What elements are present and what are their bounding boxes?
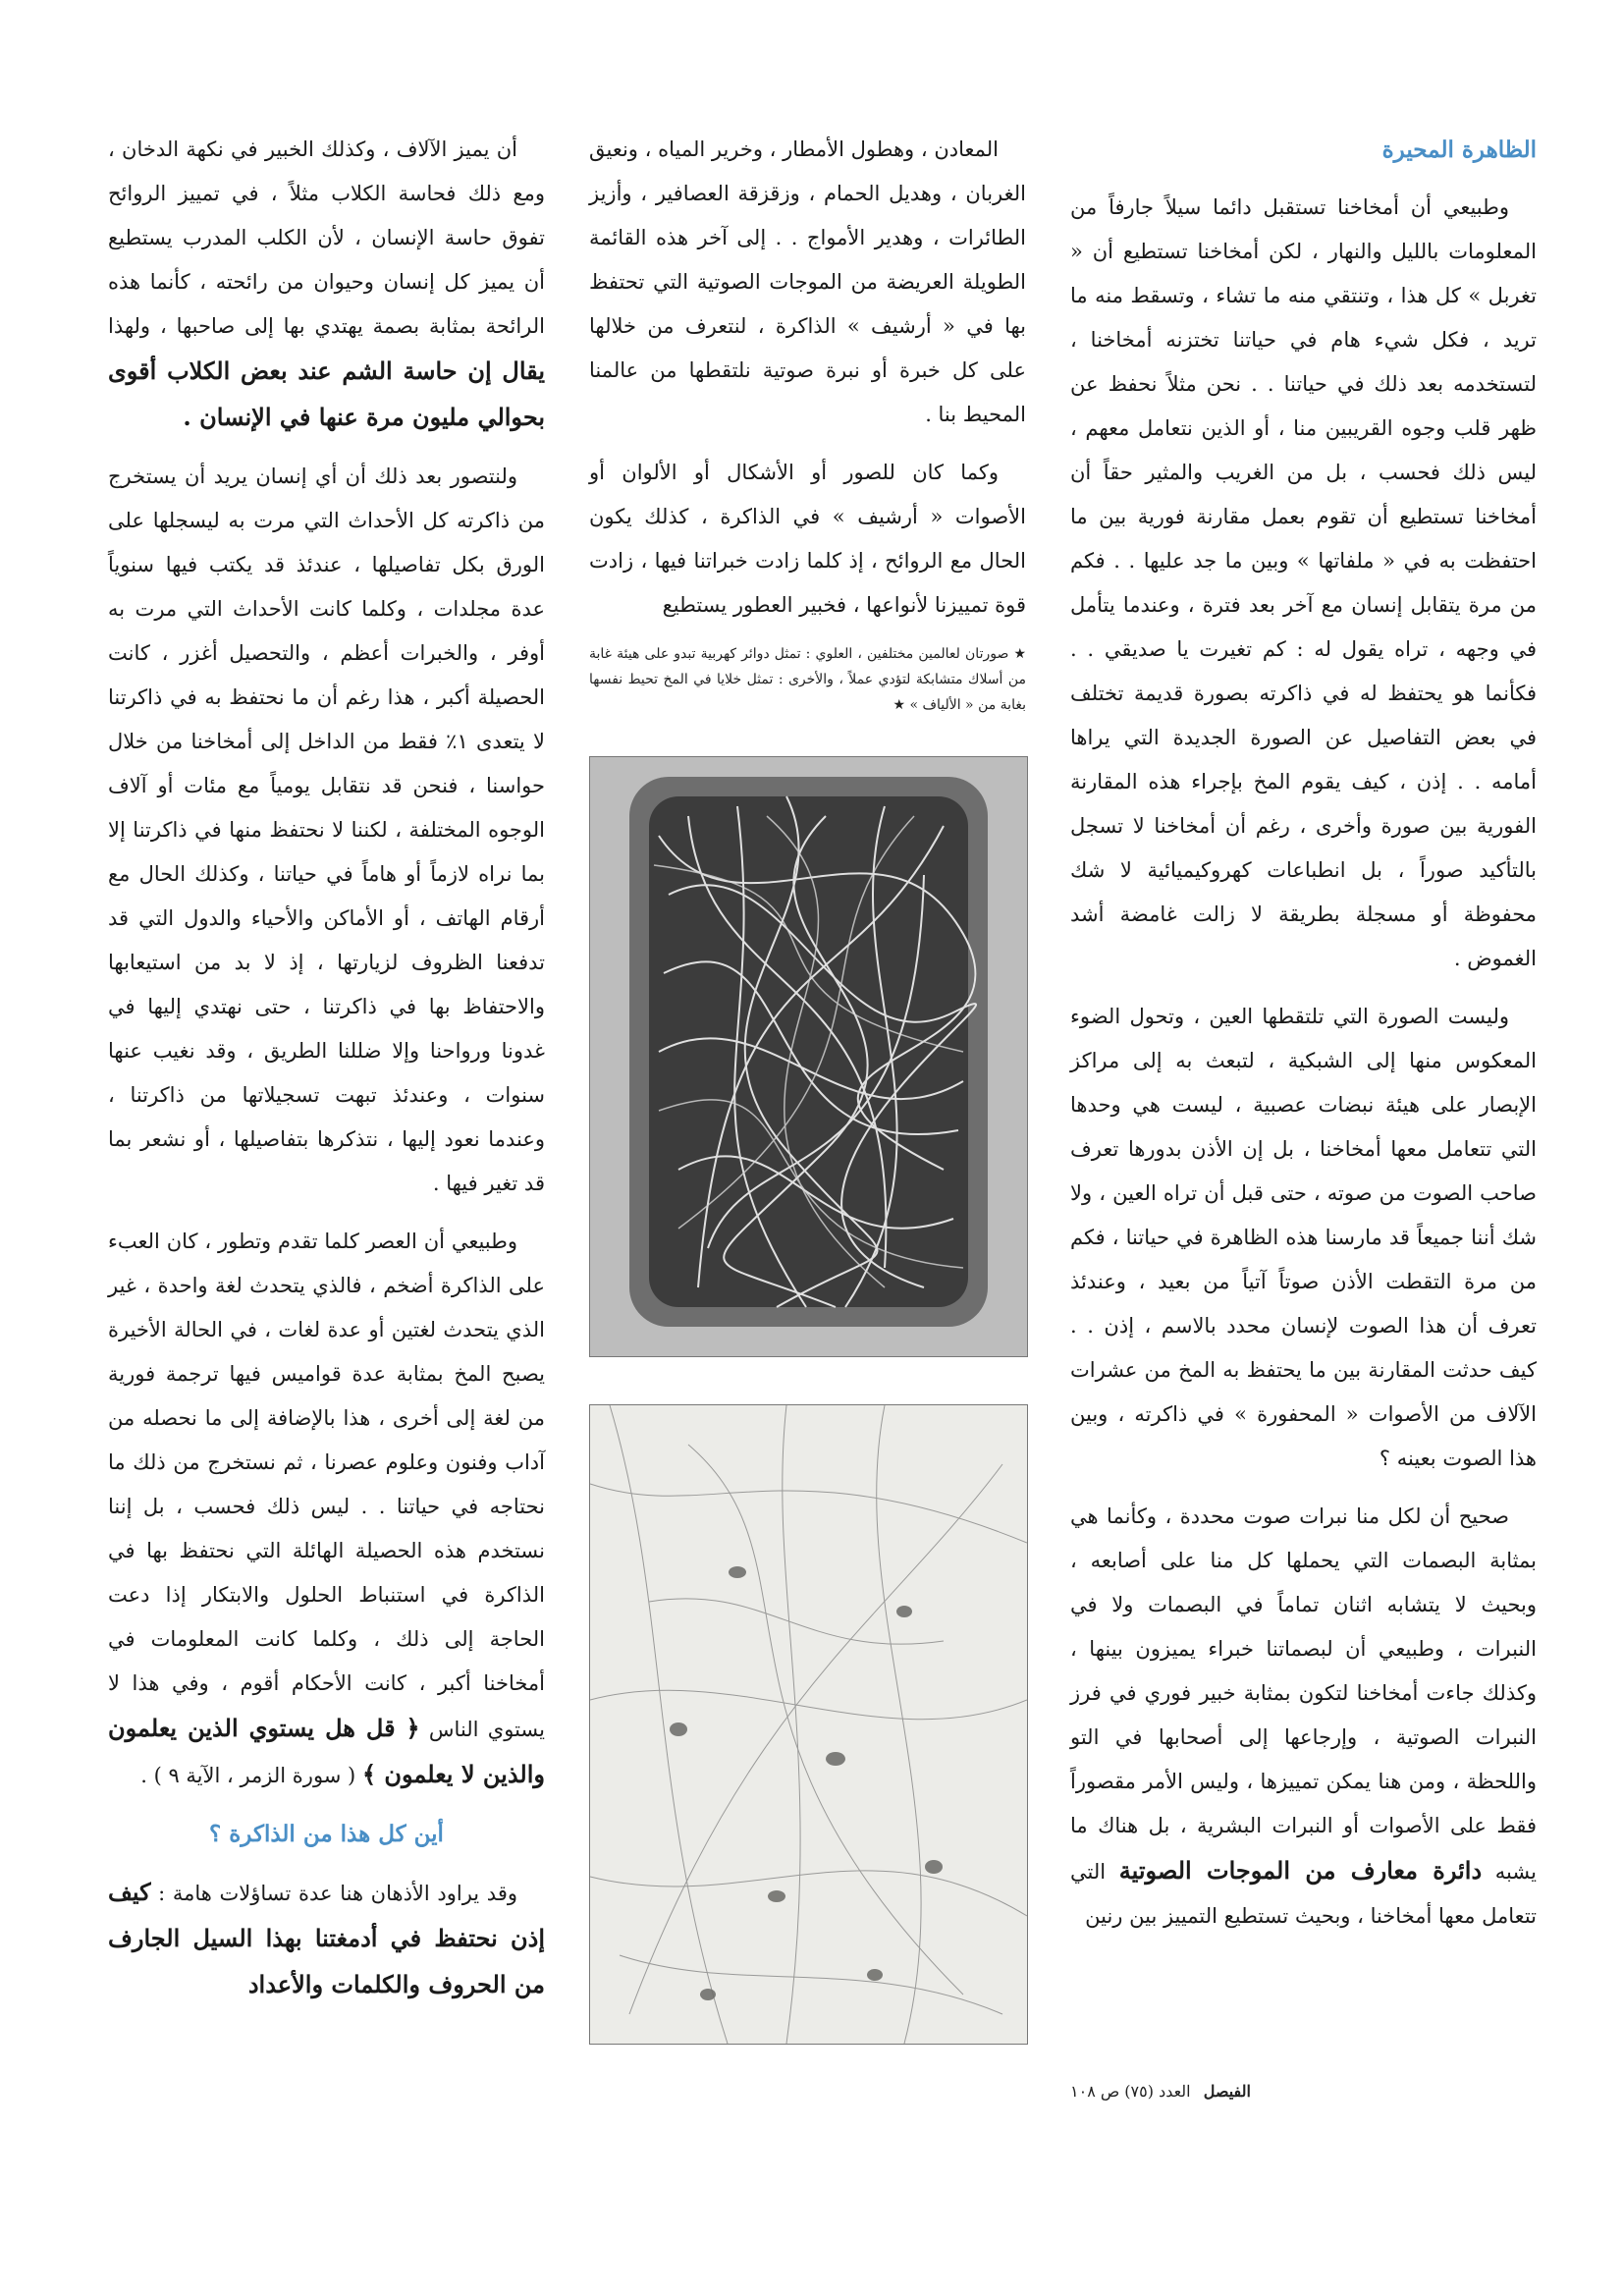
paragraph: ولنتصور بعد ذلك أن أي إنسان يريد أن يستخرج من ذاكرته كل الأحداث التي مرت به ليسجلها على الورق بكل تفاصيلها ، عندئذ قد يكتب فيها سنوياً عدة مجلدات ، وكلما كانت الأحداث التي مرت به أوفر ، والخبرات أعظم ، والتحصيل أغزر ، كانت الحصيلة أكبر ، هذا رغم أن ما نحتفظ به في ذاكرتنا لا يتعدى ١٪ فقط من الداخل إلى أمخاخنا من خلال حواسنا ، فنحن قد نتقابل يومياً مع مئات أو آلاف الوجوه المختلفة ، لكننا لا نحتفظ منها في ذاكرتنا إلا بما نراه لازماً أو هاماً في حياتنا ، وكذلك الحال مع أرقام الهاتف ، أو الأماكن والأحياء والدول التي قد تدفعنا الظروف لزيارتها ، إذ لا بد من استيعابها والاحتفاظ بها في ذاكرتنا ، حتى نهتدي إليها في غدونا ورواحنا وإلا ضللنا الطريق ، وقد نغيب عنها سنوات ، وعندئذ تبهت تسجيلاتها من ذاكرتنا ، وعندما نعود إليها ، نتذكرها بتفاصيلها ، أو نشعر بما قد تغير فيها . — [108, 465, 545, 1195]
paragraph: وكما كان للصور أو الأشكال أو الألوان أو الأصوات « أرشيف » في الذاكرة ، كذلك يكون الحال مع الروائح ، إذ كلما زادت خبراتنا فيها ، زادت قوة تمييزنا لأنواعها ، فخبير العطور يستطيع — [589, 461, 1026, 617]
paragraph: وليست الصورة التي تلتقطها العين ، وتحول الضوء المعكوس منها إلى الشبكية ، لتبعث به إلى مراكز الإبصار على هيئة نبضات عصبية ، ليست هي وحدها التي تتعامل معها أمخاخنا ، بل إن الأذن بدورها تعرف صاحب الصوت من صوته ، حتى قبل أن تراه العين ، ولا شك أننا جميعاً قد مارسنا هذه الظاهرة في حياتنا ، فكم من مرة التقطت الأذن صوتاً آتياً من بعيد ، وعندئذ تعرف أن هذا الصوت لإنسان محدد بالاسم ، إذن . . كيف حدثت المقارنة بين ما يحتفظ به المخ من عشرات الآلاف من الأصوات « المحفورة » في ذاكرته ، وبين هذا الصوت بعينه ؟ — [1070, 1005, 1537, 1470]
left-column — [108, 128, 545, 2022]
bold-phrase: كيف إذن نحتفظ في أدمغتنا بهذا السيل الجارف من الحروف والكلمات والأعداد — [108, 1878, 545, 1998]
paragraph-text: وقد يراود الأذهان هنا عدة تساؤلات هامة : — [158, 1882, 517, 1905]
quran-quote: ﴿ قل هل يستوي الذين يعلمون والذين لا يعلمون ﴾ — [108, 1714, 545, 1788]
bold-phrase: يقال إن حاسة الشم عند بعض الكلاب أقوى بحوالي مليون مرة عنها في الإنسان . — [108, 356, 545, 431]
paragraph — [108, 1220, 545, 1798]
paragraph: المعادن ، وهطول الأمطار ، وخرير المياه ، ونعيق الغربان ، وهديل الحمام ، وزقزقة العصافير ، وأزيز الطائرات ، وهدير الأمواج . . إلى آخر هذه القائمة الطويلة العريضة من الموجات الصوتية التي تحتفظ بها في « أرشيف » الذاكرة ، لنتعرف من خلالها على كل خبرة أو نبرة صوتية نلتقطها من عالمنا المحيط بنا . — [588, 137, 1026, 426]
issue-page-number: العدد (٧٥) ص ١٠٨ — [1070, 2082, 1191, 2101]
neurons-photo — [589, 1404, 1028, 2045]
wires-photo — [589, 756, 1028, 1357]
neurons-illustration — [590, 1405, 1027, 2044]
paragraph: وطبيعي أن أمخاخنا تستقبل دائما سيلاً جارفاً من المعلومات بالليل والنهار ، لكن أمخاخنا تستطيع أن « تغربل » كل هذا ، وتنتقي منه ما تشاء ، وتسقط منه ما تريد ، فكل شيء هام في حياتنا تختزنه أمخاخنا ، لتستخدمه بعد ذلك في حياتنا . . نحن مثلاً نحفظ عن ظهر قلب وجوه القريبين منا ، أو الذين نتعامل معهم ، ليس ذلك فحسب ، بل من الغريب والمثير حقاً أن أمخاخنا تستطيع أن تقوم بعمل مقارنة فورية بين ما احتفظت به في « ملفاتها » وبين ما جد عليها . . فكم من مرة يتقابل إنسان مع آخر بعد فترة ، وعندما يتأمل في وجهه ، تراه يقول له : كم تغيرت يا صديقي . . فكأنما هو يحتفظ له في ذاكرته بصورة قديمة تختلف في بعض التفاصيل عن الصورة الجديدة التي يراها أمامه . . إذن ، كيف يقوم المخ بإجراء هذه المقارنة الفورية بين صورة وأخرى ، رغم أن أمخاخنا لا تسجل بالتأكيد صوراً ، بل انطباعات كهروكيميائية لا شك محفوظة أو مسجلة بطريقة لا زالت غامضة أشد الغموض . — [1070, 195, 1537, 970]
paragraph-text: وطبيعي أن العصر كلما تقدم وتطور ، كان العبء على الذاكرة أضخم ، فالذي يتحدث لغة واحدة ، غير الذي يتحدث لغتين أو عدة لغات ، في الحالة الأخيرة يصبح المخ بمثابة عدة قواميس فيها ترجمة فورية من لغة إلى أخرى ، هذا بالإضافة إلى ما نحصله من آداب وفنون وعلوم عصرنا ، ثم نستخرج من ذلك ما نحتاجه في حياتنا . . ليس ذلك فحسب ، بل إننا نستخدم هذه الحصيلة الهائلة التي نحتفظ بها في الذاكرة في استنباط الحلول والابتكار إذا دعت الحاجة إلى ذلك ، وكلما كانت المعلومات في أمخاخنا أكبر ، كانت الأحكام أقوم ، وفي هذا لا يستوي الناس — [108, 1230, 546, 1741]
bold-phrase: دائرة معارف من الموجات الصوتية — [1118, 1856, 1483, 1885]
magazine-logo: الفيصل — [1203, 2082, 1251, 2101]
paragraph-text: التي تتعامل معها أمخاخنا ، وبحيث تستطيع التمييز بين رنين — [1070, 1860, 1537, 1928]
section-heading: الظاهرة المحيرة — [1381, 137, 1537, 163]
page-footer — [1070, 2082, 1537, 2101]
middle-column — [589, 128, 1026, 732]
tangled-wires-illustration — [590, 757, 1027, 1356]
paragraph-text: أن يميز الآلاف ، وكذلك الخبير في نكهة الدخان ، ومع ذلك فحاسة الكلاب مثلاً ، في تمييز الروائح تفوق حاسة الإنسان ، لأن الكلب المدرب يستطيع أن يميز كل إنسان وحيوان من رائحته ، كأنما هذه الرائحة بمثابة بصمة يهتدي بها إلى صاحبها ، ولهذا — [108, 137, 545, 338]
paragraph-text: صحيح أن لكل منا نبرات صوت محددة ، وكأنما هي بمثابة البصمات التي يحملها كل منا على أصابعه ، وبحيث لا يتشابه اثنان تماماً في البصمات ولا في النبرات ، وطبيعي أن لبصماتنا خبراء يميزون بينها ، وكذلك جاءت أمخاخنا لتكون بمثابة خبير فوري في فرز النبرات الصوتية ، وإرجاعها إلى أصحابها في التو واللحظة ، ومن هنا يمكن تمييزها ، وليس الأمر مقصوراً فقط على الأصوات أو النبرات البشرية ، بل هناك ما يشبه — [1070, 1504, 1537, 1884]
photo-caption: ★ صورتان لعالمين مختلفين ، العلوي : تمثل دوائر كهربية تبدو على هيئة غابة من أسلاك متشابكة لتؤدي عملاً ، والأخرى : تمثل خلايا في المخ تحيط نفسها بغابة من « الألياف » ★ — [589, 646, 1026, 713]
paragraph — [1070, 1495, 1537, 1939]
section-heading: أين كل هذا من الذاكرة ؟ — [209, 1821, 444, 1847]
paragraph — [108, 128, 545, 441]
quote-reference: ( سورة الزمر ، الآية ٩ ) . — [140, 1764, 356, 1787]
paragraph — [108, 1870, 545, 2008]
right-column — [1070, 128, 1537, 1952]
